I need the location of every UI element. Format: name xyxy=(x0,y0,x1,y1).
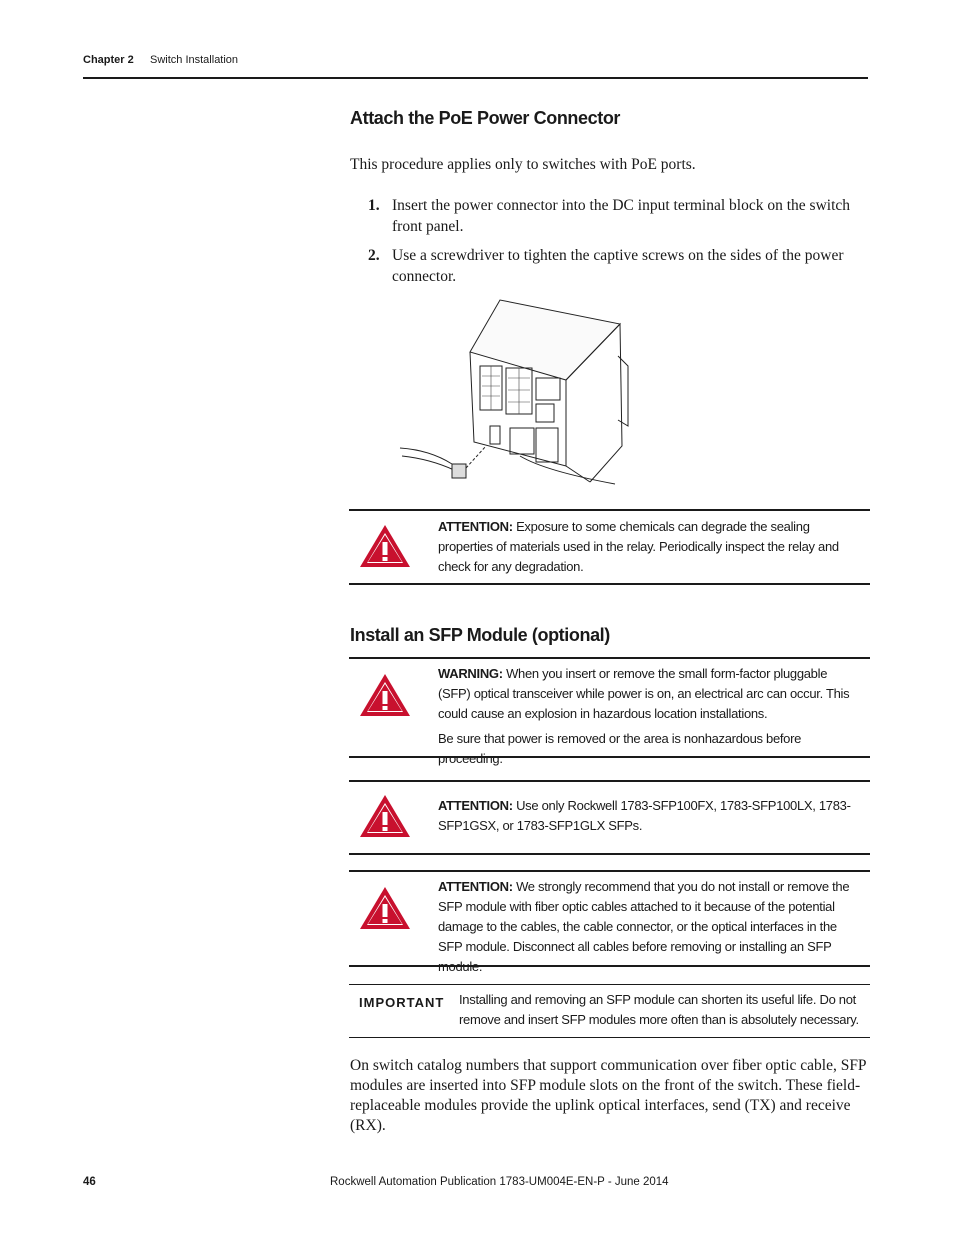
warning-triangle-icon xyxy=(358,671,412,719)
step-number: 2. xyxy=(368,247,380,264)
important-label: IMPORTANT xyxy=(359,995,445,1010)
notice-text xyxy=(438,664,858,769)
warning-triangle-icon xyxy=(358,522,412,570)
poe-intro: This procedure applies only to switches with PoE ports. xyxy=(350,156,696,173)
notice-body: Use only Rockwell 1783-SFP100FX, 1783-SFP100LX, 1783-SFP1GSX, or 1783-SFP1GLX SFPs. xyxy=(438,798,851,833)
chapter-label: Chapter 2 xyxy=(83,54,134,66)
sfp-body-paragraph: On switch catalog numbers that support communication over fiber optic cable, SFP modules are inserted into SFP module slots on the front of the switch. These field-replaceable modules provide the uplink optical interfaces, send (TX) and receive (RX). xyxy=(350,1057,866,1134)
notice-label: ATTENTION: xyxy=(438,879,513,894)
page-number: 46 xyxy=(83,1176,96,1188)
switch-illustration xyxy=(390,296,630,488)
notice-text xyxy=(438,517,858,577)
notice-label: ATTENTION: xyxy=(438,519,513,534)
notice-body-2: Be sure that power is removed or the area is nonhazardous before proceeding. xyxy=(438,731,802,766)
sfp-heading: Install an SFP Module (optional) xyxy=(350,625,610,645)
notice-text xyxy=(438,796,858,836)
page-header xyxy=(83,53,868,79)
warning-triangle-icon xyxy=(358,884,412,932)
warning-notice-arc xyxy=(349,657,870,766)
attention-notice-chemicals xyxy=(349,509,870,585)
notice-text xyxy=(438,877,858,977)
warning-triangle-icon xyxy=(358,792,412,840)
important-text: Installing and removing an SFP module can shorten its useful life. Do not remove and insert SFP modules more often than is absolutely necessary. xyxy=(459,992,859,1027)
notice-body: When you insert or remove the small form-factor pluggable (SFP) optical transceiver while power is on, an electrical arc can occur. This could cause an explosion in hazardous location installations. xyxy=(438,666,850,721)
poe-heading: Attach the PoE Power Connector xyxy=(350,108,621,128)
notice-body: Exposure to some chemicals can degrade the sealing properties of materials used in the relay. Periodically inspect the relay and check for any degradation. xyxy=(438,519,839,574)
notice-label: ATTENTION: xyxy=(438,798,513,813)
section-label: Switch Installation xyxy=(150,54,239,66)
step-number: 1. xyxy=(368,197,380,214)
publication-info: Rockwell Automation Publication 1783-UM004E-EN-P - June 2014 xyxy=(330,1176,669,1188)
attention-notice-fiber-cables xyxy=(349,870,870,974)
important-notice xyxy=(349,984,870,1038)
notice-label: WARNING: xyxy=(438,666,503,681)
notice-body: We strongly recommend that you do not install or remove the SFP module with fiber optic cables attached to it because of the potential damage to the cables, the cable connector, or the optical interfaces in the SFP module. Disconnect all cables before removing or installing an SFP module. xyxy=(438,879,850,974)
step-text: Insert the power connector into the DC input terminal block on the switch front panel. xyxy=(392,197,850,235)
step-text: Use a screwdriver to tighten the captive screws on the sides of the power connector. xyxy=(392,247,844,285)
attention-notice-sfp-models xyxy=(349,780,870,855)
